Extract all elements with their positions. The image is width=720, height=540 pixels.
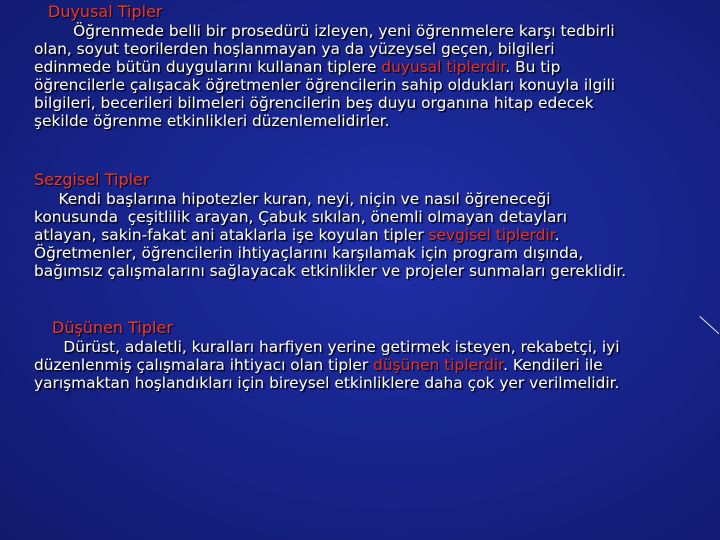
section-sezgisel-tipler [34,171,714,280]
paragraph-line: konusunda çeşitlilik arayan, Çabuk sıkılan, önemli olmayan detayları [34,208,567,226]
paragraph-line: düzenlenmiş çalışmalara ihtiyacı olan tipler düşünen tiplerdir. Kendileri ile [34,356,603,374]
paragraph-line: atlayan, sakin-fakat ani ataklarla işe koyulan tipler sevgisel tiplerdir. [34,226,560,244]
section-heading: Düşünen Tipler [52,318,173,337]
section-heading: Duyusal Tipler [48,2,163,21]
section-duyusal-tipler [34,3,714,130]
section-dusunen-tipler [34,319,714,392]
paragraph-line: edinmede bütün duygularını kullanan tiplere duyusal tiplerdir. Bu tip [34,58,561,76]
paragraph-line: öğrencilerle çalışacak öğretmenler öğrencilerin sahip oldukları konuyla ilgili [34,76,616,94]
paragraph-line: Öğrenmede belli bir prosedürü izleyen, yeni öğrenmelere karşı tedbirli [34,22,615,40]
highlight-term: sevgisel tiplerdir [428,226,555,244]
section-paragraph [34,338,714,392]
paragraph-line: olan, soyut teorilerden hoşlanmayan ya da yüzeysel geçen, bilgileri [34,40,555,58]
paragraph-line: yarışmaktan hoşlandıkları için bireysel etkinliklere daha çok yer verilmelidir. [34,374,620,392]
paragraph-line: bağımsız çalışmalarını sağlayacak etkinlikler ve projeler sunmaları gereklidir. [34,262,627,280]
paragraph-line: Dürüst, adaletli, kuralları harfiyen yerine getirmek isteyen, rekabetçi, iyi [34,338,620,356]
highlight-term: duyusal tiplerdir [381,58,506,76]
section-paragraph [34,190,714,280]
paragraph-line: Öğretmenler, öğrencilerin ihtiyaçlarını karşılamak için program dışında, [34,244,584,262]
section-paragraph [34,22,714,130]
paragraph-line: Kendi başlarına hipotezler kuran, neyi, niçin ve nasıl öğreneceği [34,190,551,208]
highlight-term: düşünen tiplerdir [373,356,504,374]
paragraph-line: bilgileri, becerileri bilmeleri öğrencilerin beş duyu organına hitap edecek [34,94,594,112]
paragraph-line: şekilde öğrenme etkinlikleri düzenlemelidirler. [34,112,390,130]
section-heading: Sezgisel Tipler [34,170,150,189]
